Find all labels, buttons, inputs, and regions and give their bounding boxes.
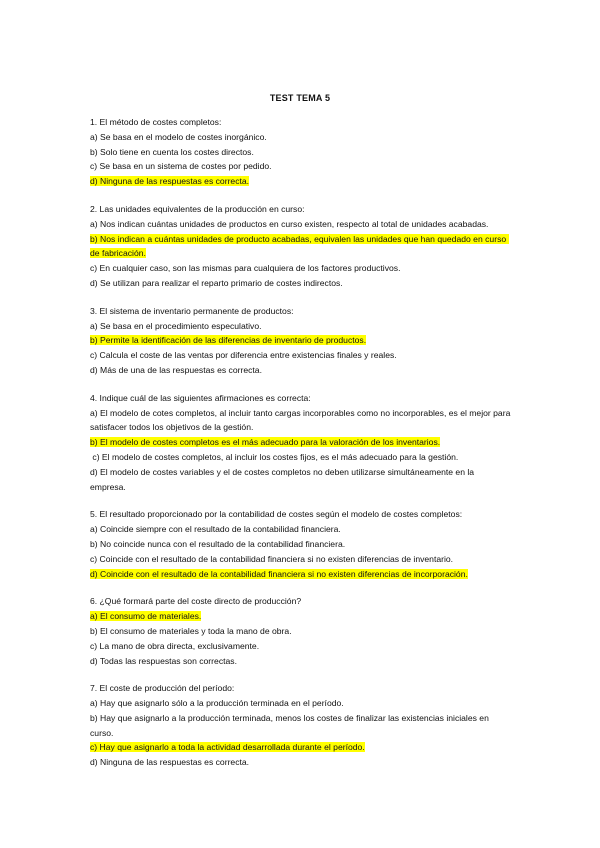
answer-option xyxy=(90,552,512,567)
question-text xyxy=(90,115,512,130)
line-text: b) El consumo de materiales y toda la mano de obra. xyxy=(90,625,292,636)
answer-option xyxy=(90,363,512,378)
answer-option xyxy=(90,406,512,436)
answer-option xyxy=(90,711,512,741)
answer-option xyxy=(90,624,512,639)
question-text xyxy=(90,507,512,522)
answer-option xyxy=(90,261,512,276)
answer-option xyxy=(90,232,512,262)
answer-option xyxy=(90,276,512,291)
line-text: d) Todas las respuestas son correctas. xyxy=(90,655,237,666)
line-text: a) Coincide siempre con el resultado de la contabilidad financiera. xyxy=(90,524,341,535)
answer-option xyxy=(90,696,512,711)
question-7 xyxy=(90,681,512,770)
line-text: c) El modelo de costes completos, al incluir los costes fijos, es el más adecuado para la gestión. xyxy=(90,451,459,462)
line-text: a) Se basa en el procedimiento especulativo. xyxy=(90,320,262,331)
answer-option xyxy=(90,333,512,348)
question-4 xyxy=(90,391,512,495)
highlighted-answer-text: b) El modelo de costes completos es el más adecuado para la valoración de los inventarios. xyxy=(90,437,441,448)
line-text: 7. El coste de producción del período: xyxy=(90,683,235,694)
question-text xyxy=(90,681,512,696)
answer-option xyxy=(90,174,512,189)
line-text: d) Ninguna de las respuestas es correcta. xyxy=(90,757,250,768)
answer-option xyxy=(90,567,512,582)
answer-option xyxy=(90,450,512,465)
question-6 xyxy=(90,594,512,668)
line-text: 6. ¿Qué formará parte del coste directo de producción? xyxy=(90,596,302,607)
answer-option xyxy=(90,159,512,174)
line-text: b) Solo tiene en cuenta los costes directos. xyxy=(90,146,254,157)
document-title: TEST TEMA 5 xyxy=(269,93,331,103)
line-text: c) Calcula el coste de las ventas por diferencia entre existencias finales y reales. xyxy=(90,350,397,361)
line-text: 4. Indique cuál de las siguientes afirmaciones es correcta: xyxy=(90,392,311,403)
line-text: 2. Las unidades equivalentes de la producción en curso: xyxy=(90,203,305,214)
answer-option xyxy=(90,217,512,232)
answer-option xyxy=(90,755,512,770)
line-text: d) Más de una de las respuestas es correcta. xyxy=(90,364,262,375)
question-5 xyxy=(90,507,512,581)
line-text: a) El modelo de cotes completos, al incluir tanto cargas incorporables como no incorporables, es el mejor para satisfacer todos los objetivos de la gestión. xyxy=(90,407,513,433)
line-text: d) Se utilizan para realizar el reparto primario de costes indirectos. xyxy=(90,277,343,288)
answer-option xyxy=(90,348,512,363)
answer-option xyxy=(90,435,512,450)
answer-option xyxy=(90,319,512,334)
line-text: c) La mano de obra directa, exclusivamente. xyxy=(90,640,260,651)
question-text xyxy=(90,391,512,406)
question-1 xyxy=(90,115,512,189)
highlighted-answer-text: c) Hay que asignarlo a toda la actividad desarrollada durante el período. xyxy=(90,742,365,753)
highlighted-answer-text: d) Ninguna de las respuestas es correcta. xyxy=(90,176,250,187)
line-text: a) Se basa en el modelo de costes inorgánico. xyxy=(90,131,267,142)
line-text: b) No coincide nunca con el resultado de la contabilidad financiera. xyxy=(90,538,346,549)
line-text: c) Coincide con el resultado de la contabilidad financiera si no existen diferencias de inventario. xyxy=(90,553,454,564)
line-text: 3. El sistema de inventario permanente de productos: xyxy=(90,305,294,316)
answer-option xyxy=(90,522,512,537)
question-2 xyxy=(90,202,512,291)
answer-option xyxy=(90,465,512,495)
answer-option xyxy=(90,740,512,755)
line-text: b) Hay que asignarlo a la producción terminada, menos los costes de finalizar las existencias iniciales en curso. xyxy=(90,712,492,738)
line-text: a) Nos indican cuántas unidades de productos en curso existen, respecto al total de unidades acabadas. xyxy=(90,218,489,229)
answer-option xyxy=(90,537,512,552)
line-text: c) En cualquier caso, son las mismas para cualquiera de los factores productivos. xyxy=(90,263,401,274)
question-list xyxy=(90,115,512,783)
question-text xyxy=(90,594,512,609)
highlighted-answer-text: b) Nos indican a cuántas unidades de producto acabadas, equivalen las unidades que han quedado en curso de fabricación. xyxy=(90,233,509,259)
highlighted-answer-text: d) Coincide con el resultado de la contabilidad financiera si no existen diferencias de incorporación. xyxy=(90,568,468,579)
line-text: 5. El resultado proporcionado por la contabilidad de costes según el modelo de costes completos: xyxy=(90,509,463,520)
highlighted-answer-text: b) Permite la identificación de las diferencias de inventario de productos. xyxy=(90,335,367,346)
question-3 xyxy=(90,304,512,378)
answer-option xyxy=(90,639,512,654)
highlighted-answer-text: a) El consumo de materiales. xyxy=(90,611,202,622)
line-text: 1. El método de costes completos: xyxy=(90,117,222,127)
answer-option xyxy=(90,609,512,624)
line-text: a) Hay que asignarlo sólo a la producción terminada en el período. xyxy=(90,698,344,709)
line-text: c) Se basa en un sistema de costes por pedido. xyxy=(90,161,272,172)
line-text: d) El modelo de costes variables y el de costes completos no deben utilizarse simultáneamente en la empresa. xyxy=(90,466,477,492)
answer-option xyxy=(90,130,512,145)
answer-option xyxy=(90,145,512,160)
question-text xyxy=(90,304,512,319)
question-text xyxy=(90,202,512,217)
answer-option xyxy=(90,654,512,669)
